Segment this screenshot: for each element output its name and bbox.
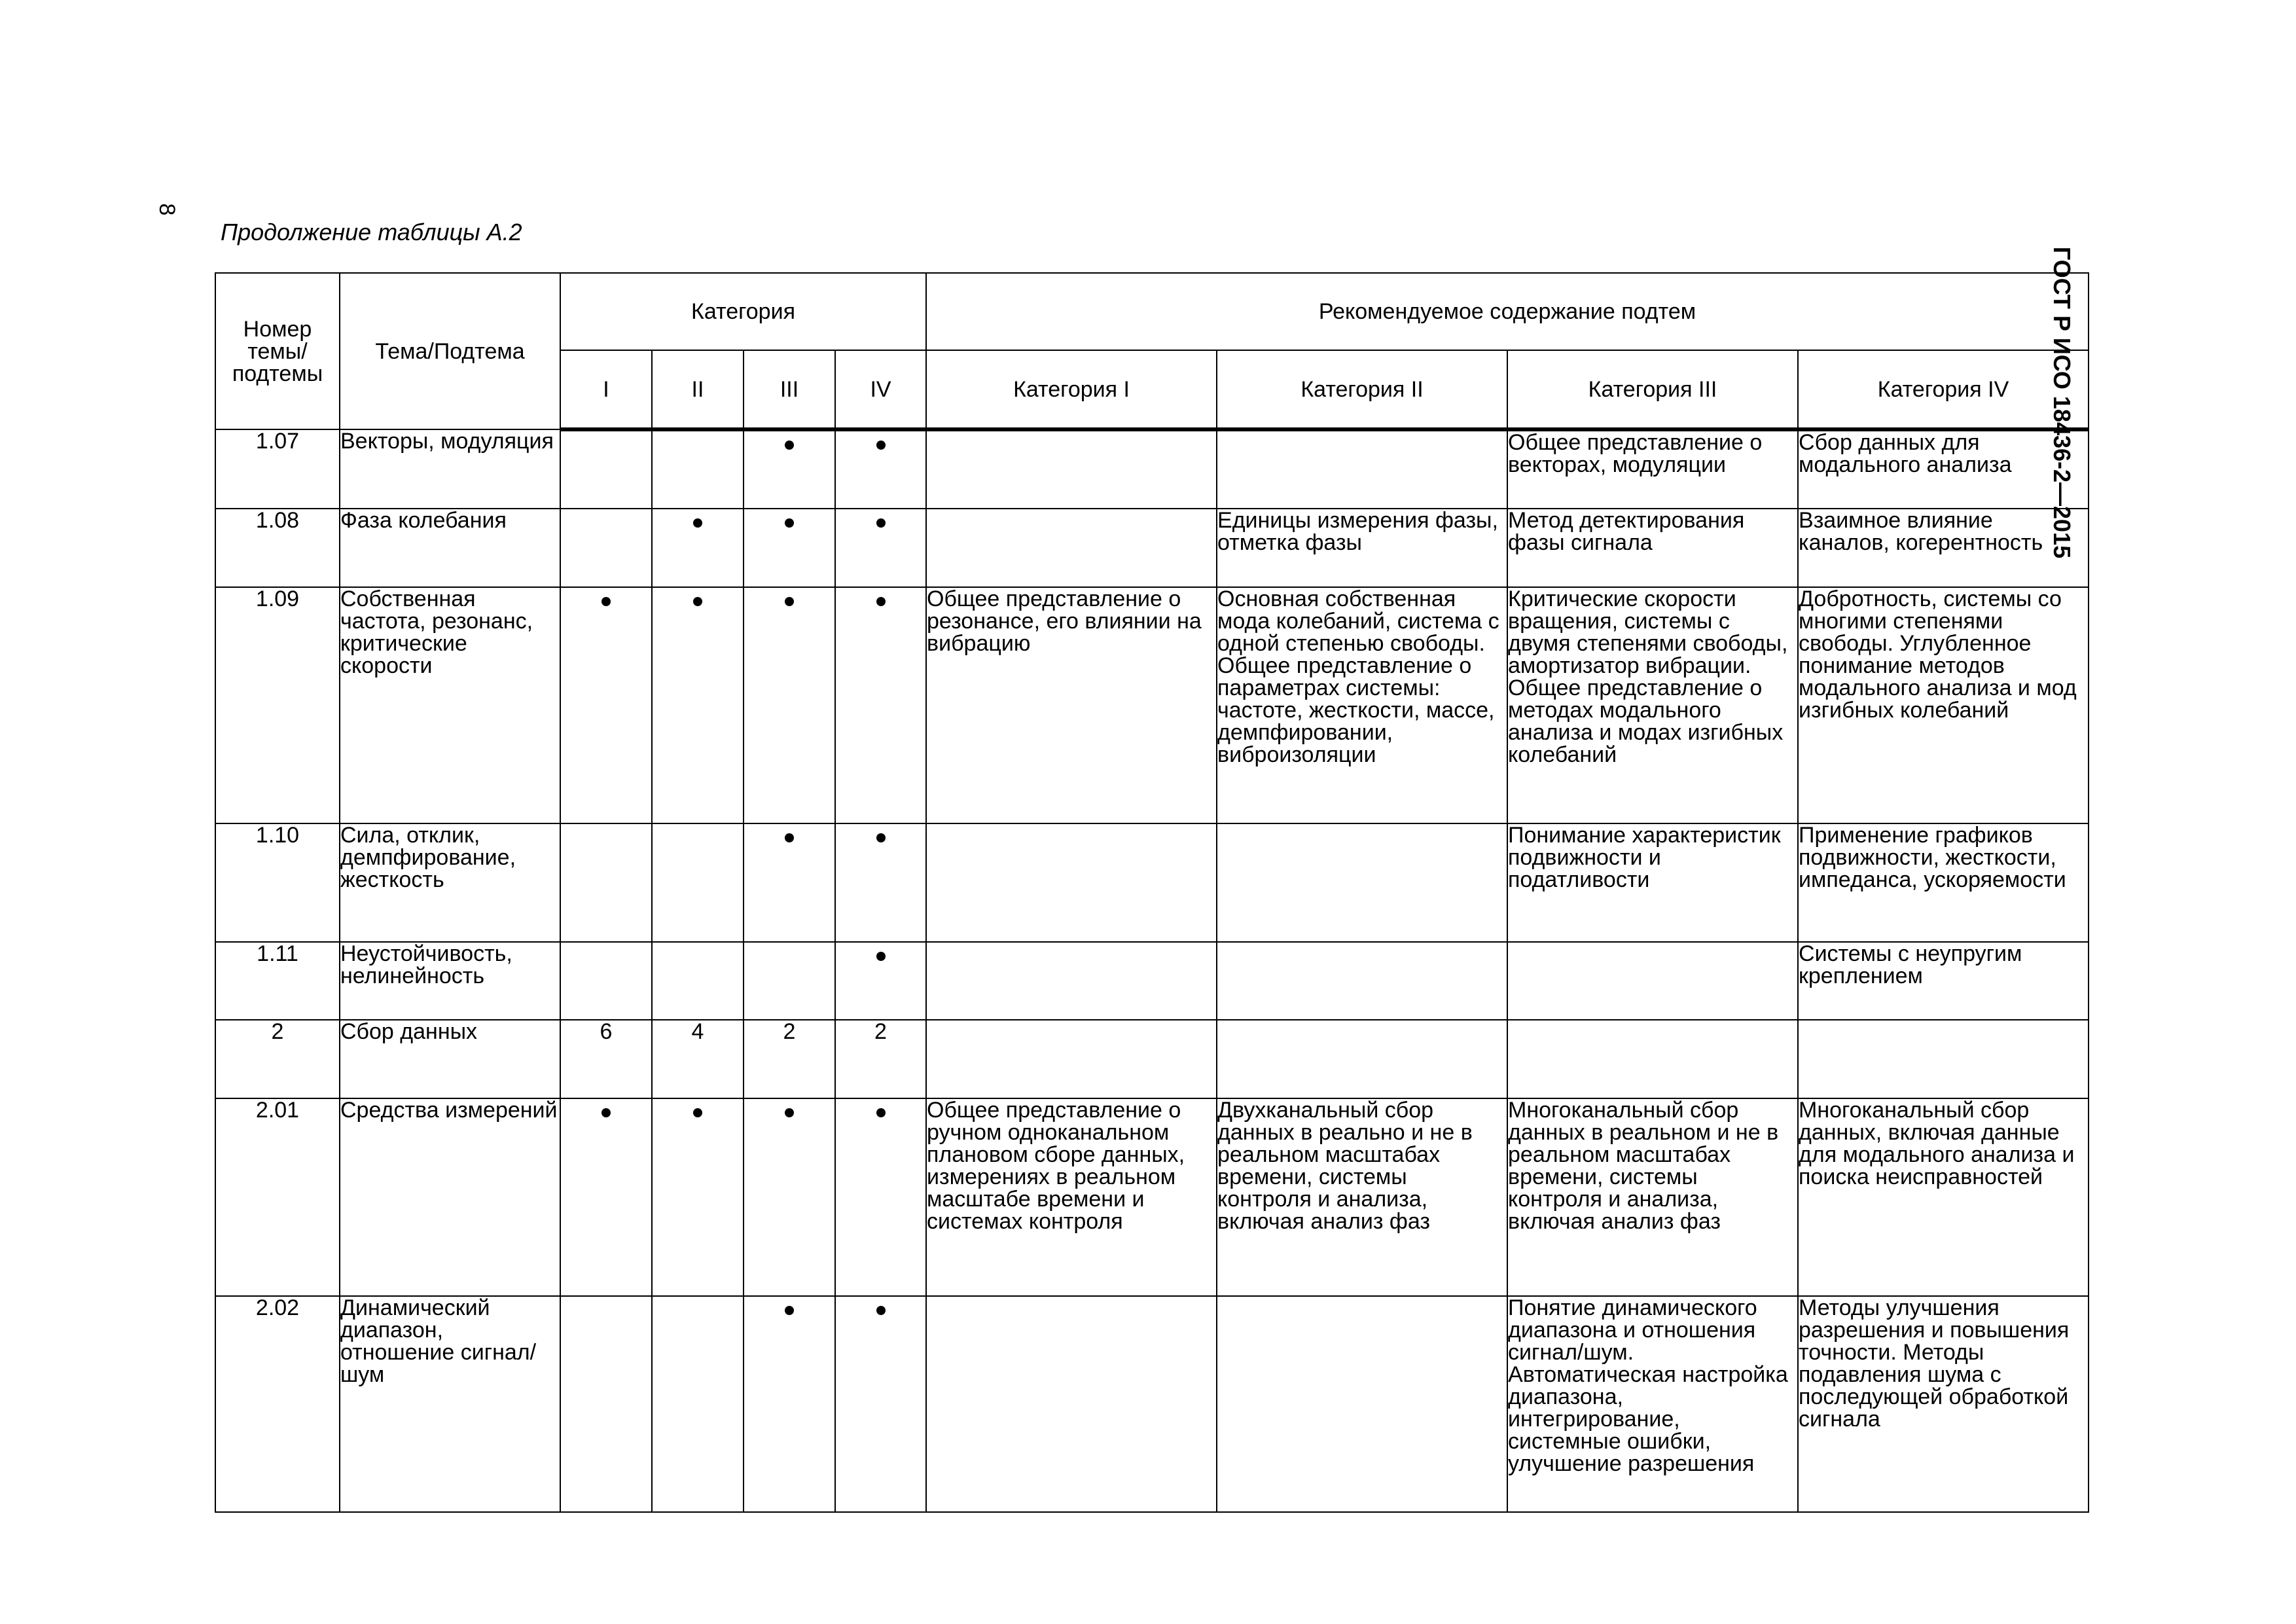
row-topic: Векторы, модуляция — [340, 429, 560, 509]
table-row — [215, 1020, 2089, 1098]
category-mark-cell — [652, 509, 744, 587]
row-number: 2.02 — [215, 1296, 340, 1512]
content-cell-cat-4: Применение графиков подвижности, жесткости, импеданса, ускоряемости — [1798, 823, 2089, 942]
table-row — [215, 509, 2089, 587]
category-mark-cell — [835, 823, 926, 942]
row-topic: Динамический диапазон, отношение сигнал/шум — [340, 1296, 560, 1512]
category-mark-cell — [652, 823, 744, 942]
row-number: 1.08 — [215, 509, 340, 587]
category-mark-cell — [560, 1020, 652, 1098]
bullet-dot-icon — [785, 1108, 794, 1117]
bullet-dot-icon — [876, 1306, 886, 1315]
table-row — [215, 587, 2089, 823]
category-mark-cell — [744, 587, 835, 823]
content-cell-cat-1 — [926, 1020, 1217, 1098]
content-cell-cat-3: Многоканальный сбор данных в реальном и не в реальном масштабах времени, системы контроля и анализа, включая анализ фаз — [1507, 1098, 1798, 1296]
row-topic: Средства измерений — [340, 1098, 560, 1296]
row-number: 1.07 — [215, 429, 340, 509]
category-mark-cell — [744, 942, 835, 1020]
content-cell-cat-4 — [1798, 1020, 2089, 1098]
row-topic: Сила, отклик, демпфирование, жесткость — [340, 823, 560, 942]
header-topic: Тема/Подтема — [340, 273, 560, 429]
content-cell-cat-4: Системы с неупругим креплением — [1798, 942, 2089, 1020]
category-mark-cell — [560, 1296, 652, 1512]
content-cell-cat-1: Общее представление о резонансе, его влиянии на вибрацию — [926, 587, 1217, 823]
category-mark-cell — [652, 1098, 744, 1296]
category-mark-cell — [560, 429, 652, 509]
bullet-dot-icon — [876, 1108, 886, 1117]
category-hours: 4 — [691, 1019, 704, 1044]
bullet-dot-icon — [601, 1108, 611, 1117]
category-mark-cell — [835, 509, 926, 587]
content-cell-cat-2 — [1217, 823, 1507, 942]
header-content-cat-4: Категория IV — [1798, 350, 2089, 429]
content-cell-cat-3: Понятие динамического диапазона и отношения сигнал/шум. Автоматическая настройка диапазона, интегрирование, системные ошибки, улучшение разрешения — [1507, 1296, 1798, 1512]
category-mark-cell — [744, 1020, 835, 1098]
category-mark-cell — [744, 429, 835, 509]
table-row — [215, 1098, 2089, 1296]
category-mark-cell — [835, 942, 926, 1020]
content-cell-cat-2 — [1217, 1296, 1507, 1512]
content-cell-cat-2 — [1217, 429, 1507, 509]
header-cat-3: III — [744, 350, 835, 429]
content-cell-cat-2: Двухканальный сбор данных в реально и не в реальном масштабах времени, системы контроля и анализа, включая анализ фаз — [1217, 1098, 1507, 1296]
category-mark-cell — [560, 1098, 652, 1296]
header-content-cat-1: Категория I — [926, 350, 1217, 429]
category-mark-cell — [560, 823, 652, 942]
bullet-dot-icon — [876, 518, 886, 528]
content-cell-cat-2 — [1217, 942, 1507, 1020]
category-mark-cell — [652, 429, 744, 509]
category-mark-cell — [835, 1296, 926, 1512]
category-hours: 2 — [874, 1019, 887, 1044]
bullet-dot-icon — [693, 597, 702, 606]
category-mark-cell — [652, 1296, 744, 1512]
content-cell-cat-3 — [1507, 1020, 1798, 1098]
bullet-dot-icon — [876, 952, 886, 961]
content-cell-cat-3: Общее представление о векторах, модуляции — [1507, 429, 1798, 509]
row-topic: Собственная частота, резонанс, критические скорости — [340, 587, 560, 823]
category-mark-cell — [744, 509, 835, 587]
row-number: 1.09 — [215, 587, 340, 823]
category-mark-cell — [744, 823, 835, 942]
content-cell-cat-1 — [926, 942, 1217, 1020]
row-number: 2.01 — [215, 1098, 340, 1296]
document-id: ГОСТ Р ИСО 18436-2—2015 — [2049, 246, 2075, 559]
content-cell-cat-4: Методы улучшения разрешения и повышения точности. Методы подавления шума с последующей обработкой сигнала — [1798, 1296, 2089, 1512]
table-row — [215, 429, 2089, 509]
content-cell-cat-2: Единицы измерения фазы, отметка фазы — [1217, 509, 1507, 587]
row-number: 2 — [215, 1020, 340, 1098]
content-cell-cat-4: Сбор данных для модального анализа — [1798, 429, 2089, 509]
table-row — [215, 942, 2089, 1020]
row-number: 1.11 — [215, 942, 340, 1020]
category-mark-cell — [652, 942, 744, 1020]
content-cell-cat-1: Общее представление о ручном одноканальном плановом сборе данных, измерениях в реальном масштабе времени и системах контроля — [926, 1098, 1217, 1296]
content-cell-cat-4: Многоканальный сбор данных, включая данные для модального анализа и поиска неисправностей — [1798, 1098, 2089, 1296]
row-topic: Неустойчивость, нелинейность — [340, 942, 560, 1020]
category-mark-cell — [652, 1020, 744, 1098]
bullet-dot-icon — [693, 1108, 702, 1117]
category-mark-cell — [744, 1098, 835, 1296]
header-recommended: Рекомендуемое содержание подтем — [926, 273, 2089, 350]
content-cell-cat-1 — [926, 429, 1217, 509]
content-cell-cat-3: Критические скорости вращения, системы с двумя степенями свободы, амортизатор вибрации. Общее представление о методах модального анализа и модах изгибных колебаний — [1507, 587, 1798, 823]
content-cell-cat-1 — [926, 1296, 1217, 1512]
content-cell-cat-3: Понимание характеристик подвижности и податливости — [1507, 823, 1798, 942]
bullet-dot-icon — [785, 597, 794, 606]
bullet-dot-icon — [785, 441, 794, 450]
table-caption: Продолжение таблицы А.2 — [221, 219, 522, 245]
category-mark-cell — [835, 429, 926, 509]
bullet-dot-icon — [876, 597, 886, 606]
category-mark-cell — [560, 587, 652, 823]
row-number: 1.10 — [215, 823, 340, 942]
category-mark-cell — [744, 1296, 835, 1512]
content-cell-cat-4: Добротность, системы со многими степенями свободы. Углубленное понимание методов модального анализа и мод изгибных колебаний — [1798, 587, 2089, 823]
category-hours: 2 — [783, 1019, 796, 1044]
category-mark-cell — [652, 587, 744, 823]
category-mark-cell — [835, 587, 926, 823]
category-mark-cell — [835, 1098, 926, 1296]
bullet-dot-icon — [876, 441, 886, 450]
bullet-dot-icon — [876, 833, 886, 842]
table-row — [215, 1296, 2089, 1512]
header-cat-4: IV — [835, 350, 926, 429]
header-content-cat-3: Категория III — [1507, 350, 1798, 429]
bullet-dot-icon — [785, 1306, 794, 1315]
bullet-dot-icon — [601, 597, 611, 606]
bullet-dot-icon — [785, 518, 794, 528]
content-cell-cat-2: Основная собственная мода колебаний, система с одной степенью свободы. Общее представление о параметрах системы: частоте, жесткости, массе, демпфировании, виброизоляции — [1217, 587, 1507, 823]
category-hours: 6 — [600, 1019, 613, 1044]
header-category: Категория — [560, 273, 926, 350]
content-cell-cat-1 — [926, 509, 1217, 587]
header-num: Номер темы/ подтемы — [215, 273, 340, 429]
bullet-dot-icon — [785, 833, 794, 842]
header-cat-2: II — [652, 350, 744, 429]
content-cell-cat-3 — [1507, 942, 1798, 1020]
bullet-dot-icon — [693, 518, 702, 528]
competency-table — [215, 272, 2089, 1513]
table-row — [215, 823, 2089, 942]
content-cell-cat-1 — [926, 823, 1217, 942]
content-cell-cat-2 — [1217, 1020, 1507, 1098]
row-topic: Сбор данных — [340, 1020, 560, 1098]
category-mark-cell — [560, 509, 652, 587]
header-cat-1: I — [560, 350, 652, 429]
category-mark-cell — [835, 1020, 926, 1098]
header-content-cat-2: Категория II — [1217, 350, 1507, 429]
content-cell-cat-3: Метод детектирования фазы сигнала — [1507, 509, 1798, 587]
row-topic: Фаза колебания — [340, 509, 560, 587]
page-number: 8 — [154, 203, 179, 216]
category-mark-cell — [560, 942, 652, 1020]
content-cell-cat-4: Взаимное влияние каналов, когерентность — [1798, 509, 2089, 587]
